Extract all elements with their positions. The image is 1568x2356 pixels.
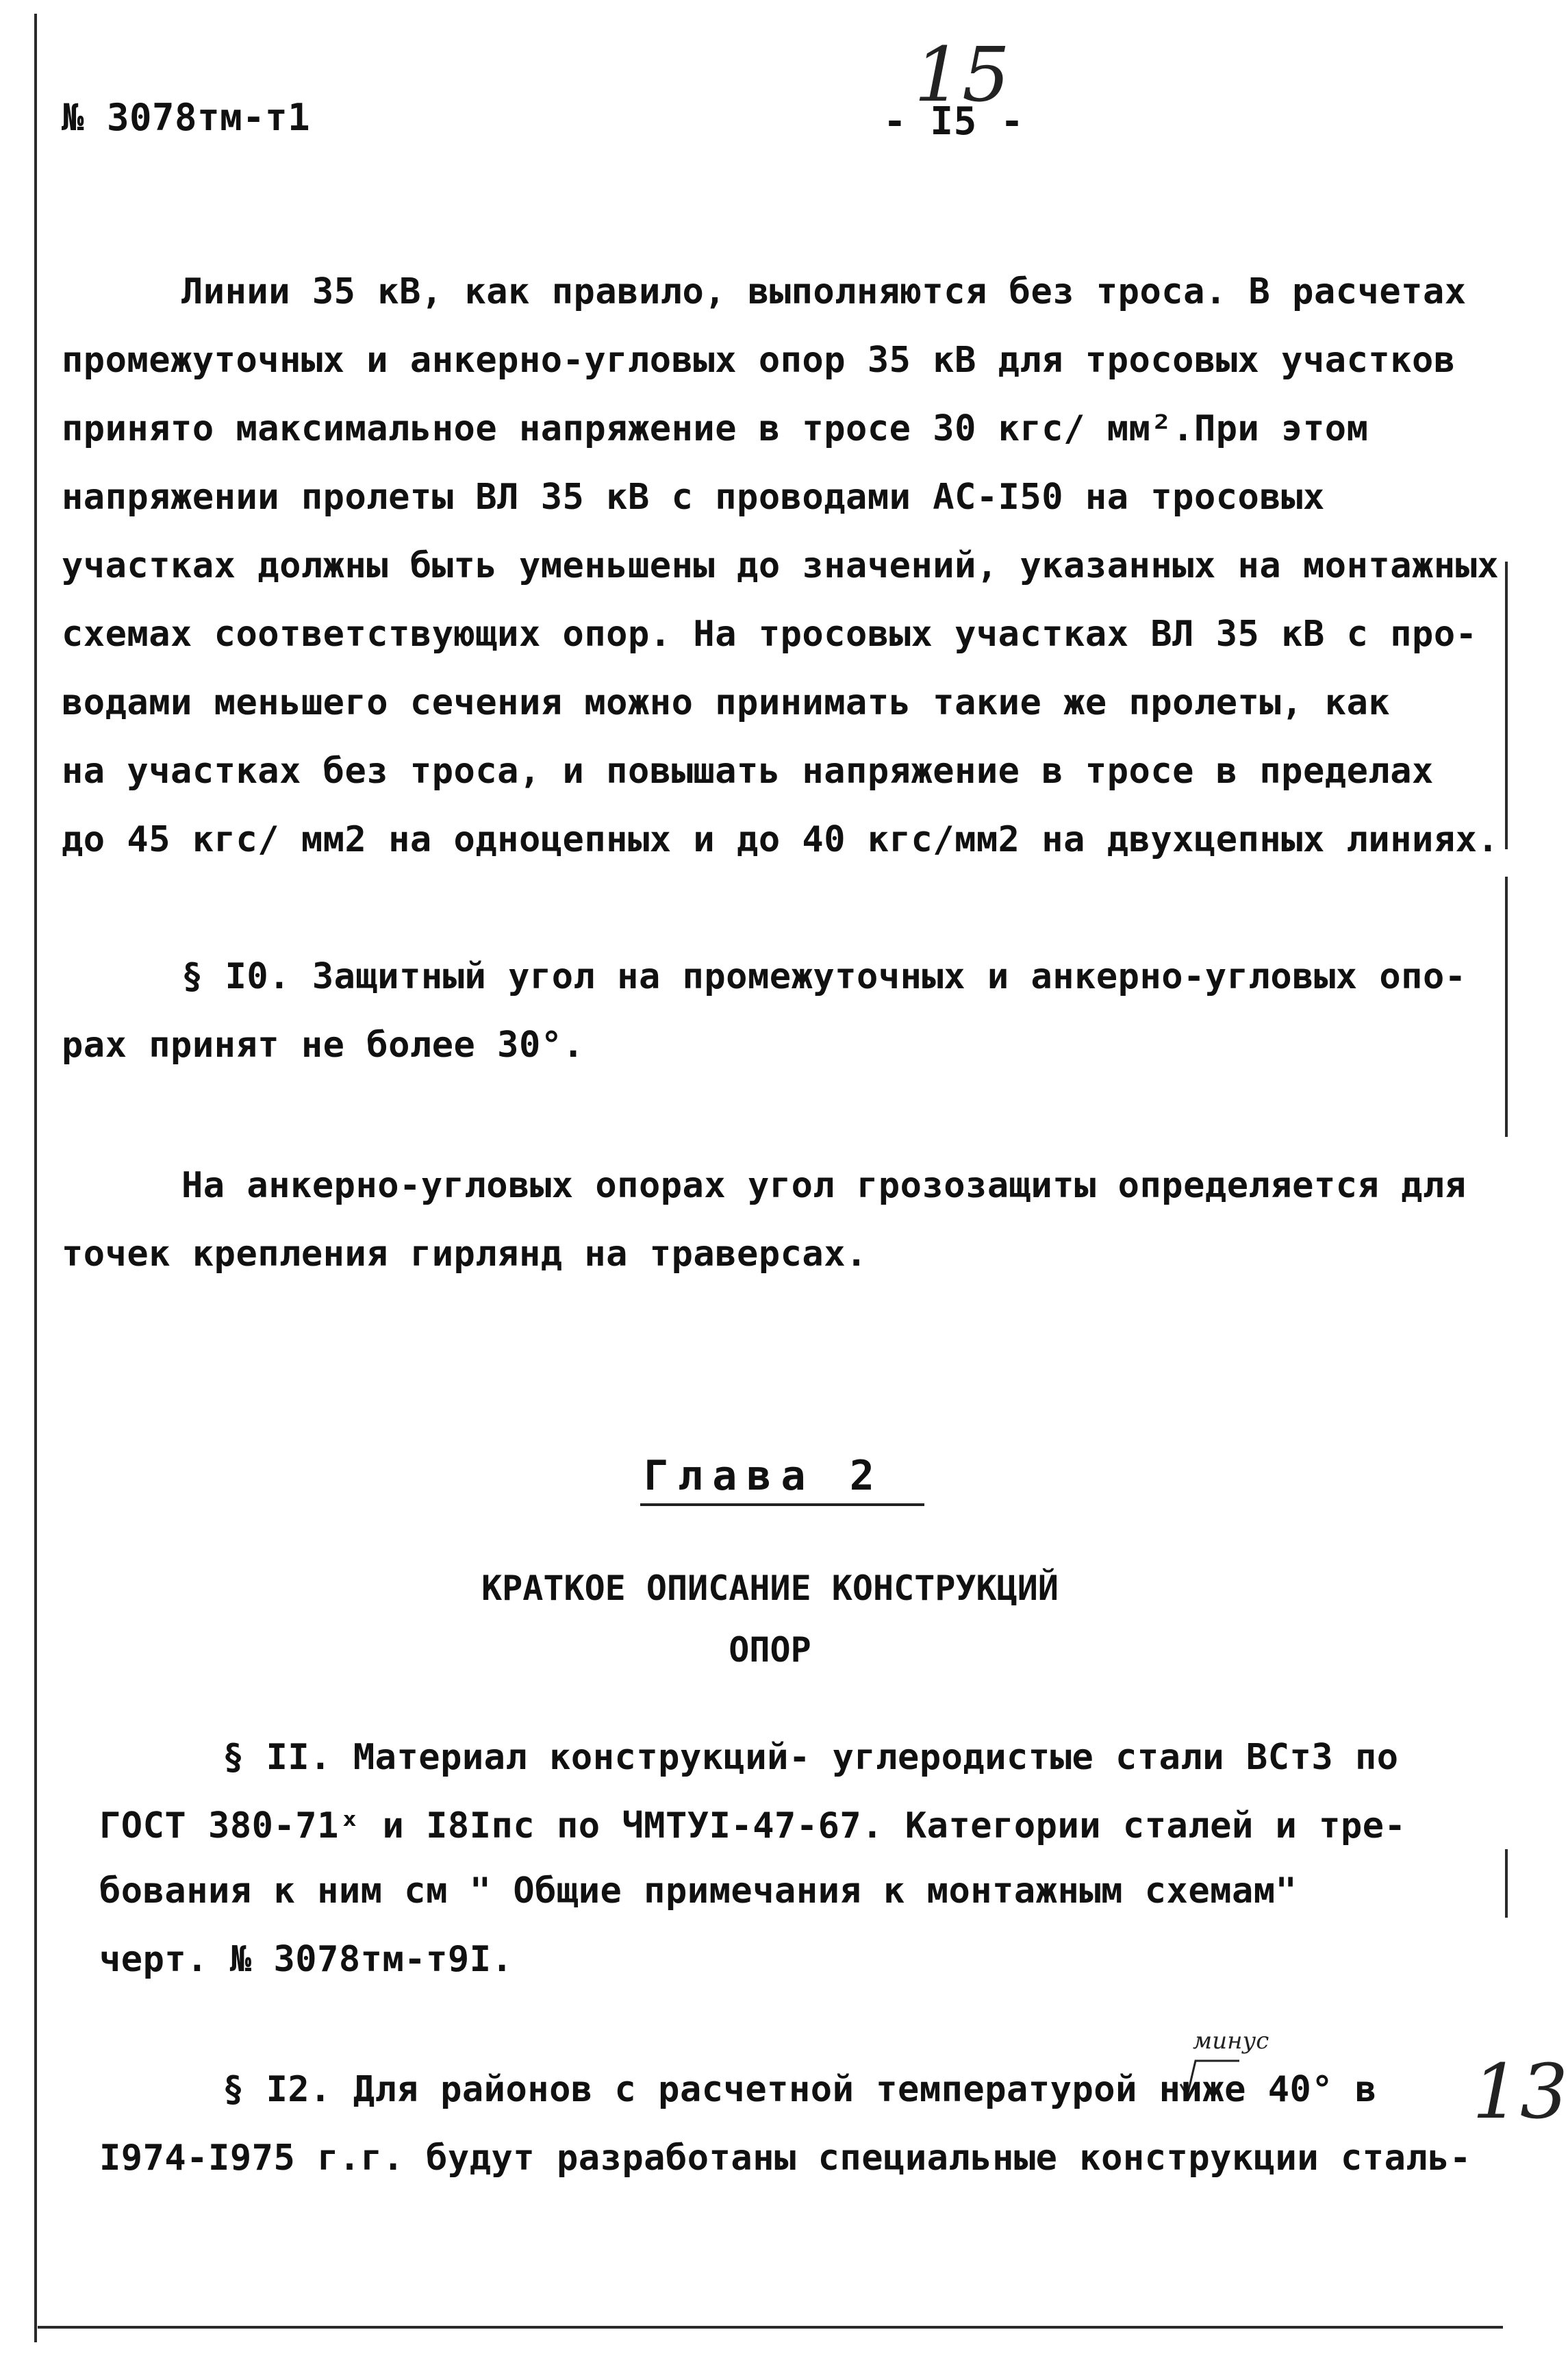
paragraph-line: черт. № 3078тм-т9I. (99, 1939, 514, 1980)
scan-left-margin-line (34, 14, 37, 2342)
paragraph-line: напряжении пролеты ВЛ 35 кВ с проводами АС-I50 на тросовых (62, 477, 1325, 518)
paragraph-line: § I0. Защитный угол на промежуточных и анкерно-угловых опо- (181, 956, 1467, 997)
paragraph-line: § I2. Для районов с расчетной температурой ниже 40° в (223, 2069, 1377, 2110)
document-number: № 3078тм-т1 (62, 96, 311, 139)
paragraph-line: схемах соответствующих опор. На тросовых участках ВЛ 35 кВ с про- (62, 614, 1478, 655)
paragraph-line: на участках без троса, и повышать напряжение в тросе в пределах (62, 751, 1434, 792)
handwritten-minus-note: минус (1193, 2027, 1269, 2055)
paragraph-line: бования к ним см " Общие примечания к монтажным схемам" (99, 1870, 1298, 1912)
chapter-title: Глава 2 (644, 1452, 884, 1500)
paragraph-line: ГОСТ 380-71ˣ и I8Iпс по ЧМТУI-47-67. Категории сталей и тре- (99, 1805, 1406, 1846)
paragraph-line: Линии 35 кВ, как правило, выполняются без троса. В расчетах (181, 271, 1467, 312)
scan-right-edge-mark (1505, 562, 1508, 849)
handwritten-page-number: 15 (914, 31, 1010, 118)
paragraph-line: рах принят не более 30°. (62, 1025, 585, 1066)
handwritten-side-number: 13 (1472, 2048, 1568, 2135)
paragraph-line: водами меньшего сечения можно принимать такие же пролеты, как (62, 682, 1391, 723)
section-heading: КРАТКОЕ ОПИСАНИЕ КОНСТРУКЦИЙ (481, 1568, 1059, 1608)
paragraph-line: до 45 кгс/ мм2 на одноцепных и до 40 кгс/мм2 на двухцепных линиях. (62, 819, 1500, 860)
paragraph-line: точек крепления гирлянд на траверсах. (62, 1233, 868, 1275)
paragraph-line: промежуточных и анкерно-угловых опор 35 кВ для тросовых участков (62, 340, 1456, 381)
paragraph-line: § II. Материал конструкций- углеродистые стали ВСт3 по (223, 1737, 1399, 1778)
paragraph-line: участках должны быть уменьшены до значений, указанных на монтажных (62, 545, 1500, 586)
paragraph-line: На анкерно-угловых опорах угол грозозащиты определяется для (181, 1165, 1467, 1206)
scan-right-edge-mark (1505, 877, 1508, 1137)
scan-right-edge-mark (1505, 1849, 1508, 1918)
paragraph-line: принято максимальное напряжение в тросе 30 кгс/ мм².При этом (62, 408, 1369, 449)
section-heading-line2: ОПОР (729, 1630, 811, 1670)
chapter-underline (640, 1503, 924, 1506)
page-number: - I5 - (883, 99, 1024, 144)
paragraph-line: I974-I975 г.г. будут разработаны специальные конструкции сталь- (99, 2138, 1471, 2179)
scan-bottom-margin-line (38, 2326, 1503, 2329)
